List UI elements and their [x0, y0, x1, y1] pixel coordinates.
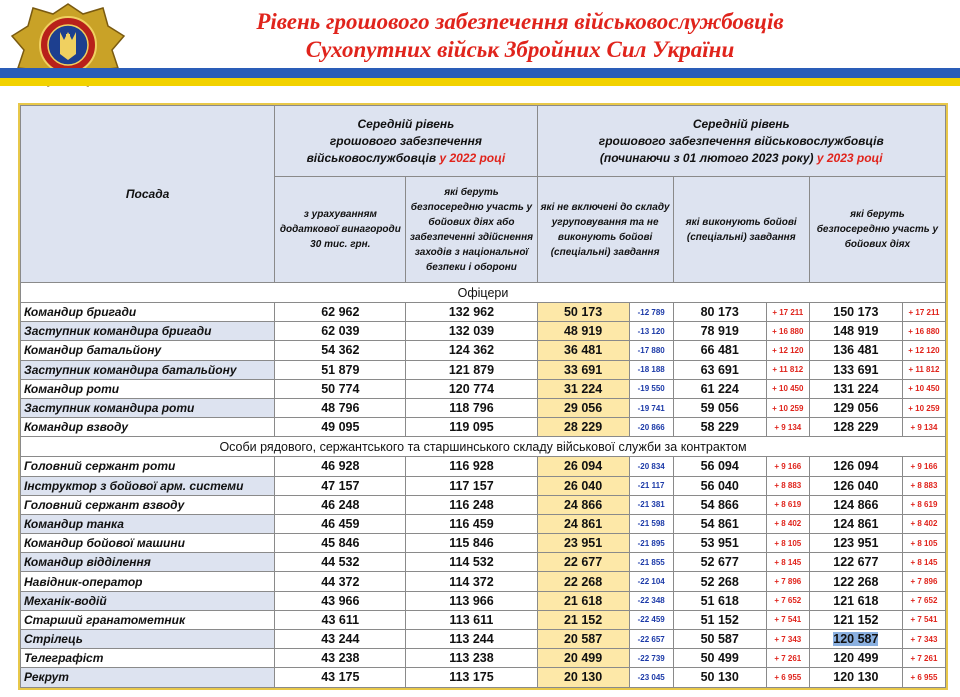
- table-row: [21, 572, 946, 591]
- diff-2023-combat-tasks: + 11 812: [766, 360, 809, 379]
- header-position: Посада: [21, 106, 275, 283]
- diff-2023-direct-combat: + 17 211: [902, 303, 945, 322]
- table-row: [21, 341, 946, 360]
- diff-2023-direct-combat: + 9 166: [902, 457, 945, 476]
- flag-stripe-yellow: [0, 78, 960, 86]
- header-2023-line3-text: (починаючи з 01 лютого 2023 року): [599, 150, 814, 165]
- value-2022-bonus: 46 459: [275, 514, 406, 533]
- diff-2023-direct-combat: + 6 955: [902, 668, 945, 687]
- header-2022-combat: які беруть безпосередню участь у бойових діях або забезпеченні здійснення заходів з національної безпеки і оборони: [406, 177, 537, 283]
- header-2023-line1: Середній рівень: [692, 116, 790, 131]
- value-2022-combat: 113 244: [406, 630, 537, 649]
- value-2023-not-included: 21 152: [537, 610, 629, 629]
- value-2023-not-included: 26 094: [537, 457, 629, 476]
- value-2023-not-included: 20 587: [537, 630, 629, 649]
- header-2023-combat-tasks: які виконують бойові (спеціальні) завдання: [673, 177, 809, 283]
- diff-2023-combat-tasks: + 8 402: [766, 514, 809, 533]
- value-2023-direct-combat: 124 866: [809, 495, 902, 514]
- section-ncos: Особи рядового, сержантського та старшинського складу військової служби за контрактом: [21, 437, 946, 457]
- diff-2023-direct-combat: + 10 259: [902, 398, 945, 417]
- table-row: [21, 303, 946, 322]
- diff-2023-direct-combat: + 7 652: [902, 591, 945, 610]
- value-2022-combat: 119 095: [406, 418, 537, 437]
- diff-2023-not-included: -22 104: [629, 572, 673, 591]
- value-2022-combat: 113 966: [406, 591, 537, 610]
- value-2022-combat: 118 796: [406, 398, 537, 417]
- diff-2023-not-included: -22 348: [629, 591, 673, 610]
- value-2023-direct-combat: 123 951: [809, 534, 902, 553]
- value-2023-combat-tasks: 53 951: [673, 534, 766, 553]
- header-2022-line3-text: військовослужбовців: [306, 150, 437, 165]
- value-2023-combat-tasks: 50 499: [673, 649, 766, 668]
- page-title: [140, 8, 900, 64]
- header-2022-line1: Середній рівень: [357, 116, 455, 131]
- header-2023-line2: грошового забезпечення військовослужбовців: [598, 133, 884, 148]
- value-2023-combat-tasks: 51 618: [673, 591, 766, 610]
- value-2022-combat: 124 362: [406, 341, 537, 360]
- value-2022-bonus: 43 175: [275, 668, 406, 687]
- table-row: [21, 379, 946, 398]
- value-2023-combat-tasks: 61 224: [673, 379, 766, 398]
- diff-2023-not-included: -13 120: [629, 322, 673, 341]
- diff-2023-combat-tasks: + 9 134: [766, 418, 809, 437]
- position-cell: Командир батальйону: [21, 341, 275, 360]
- value-2023-combat-tasks: 56 094: [673, 457, 766, 476]
- diff-2023-combat-tasks: + 7 343: [766, 630, 809, 649]
- table-row: [21, 553, 946, 572]
- value-2023-direct-combat: 150 173: [809, 303, 902, 322]
- value-2022-combat: 116 928: [406, 457, 537, 476]
- value-2022-combat: 116 248: [406, 495, 537, 514]
- header-2022-with-bonus: з урахуванням додаткової винагороди 30 тис. грн.: [275, 177, 406, 283]
- diff-2023-direct-combat: + 8 402: [902, 514, 945, 533]
- salary-table: [18, 103, 948, 690]
- position-cell: Стрілець: [21, 630, 275, 649]
- value-2022-bonus: 50 774: [275, 379, 406, 398]
- position-cell: Командир відділення: [21, 553, 275, 572]
- diff-2023-combat-tasks: + 12 120: [766, 341, 809, 360]
- header-2023-line3: [541, 150, 942, 167]
- header-2023-direct-combat: які беруть безпосередню участь у бойових діях: [809, 177, 945, 283]
- value-2023-combat-tasks: 66 481: [673, 341, 766, 360]
- diff-2023-combat-tasks: + 7 261: [766, 649, 809, 668]
- value-2022-combat: 113 611: [406, 610, 537, 629]
- position-cell: Командир бригади: [21, 303, 275, 322]
- position-cell: Інструктор з бойової арм. системи: [21, 476, 275, 495]
- diff-2023-direct-combat: + 10 450: [902, 379, 945, 398]
- value-2023-direct-combat: 128 229: [809, 418, 902, 437]
- table-row: [21, 398, 946, 417]
- position-cell: Заступник командира бригади: [21, 322, 275, 341]
- value-2023-not-included: 36 481: [537, 341, 629, 360]
- position-cell: Головний сержант взводу: [21, 495, 275, 514]
- value-2023-combat-tasks: 80 173: [673, 303, 766, 322]
- table-row: [21, 649, 946, 668]
- diff-2023-combat-tasks: + 17 211: [766, 303, 809, 322]
- table-row: [21, 495, 946, 514]
- value-2022-bonus: 48 796: [275, 398, 406, 417]
- value-2023-not-included: 29 056: [537, 398, 629, 417]
- position-cell: Рекрут: [21, 668, 275, 687]
- value-2023-direct-combat: 126 094: [809, 457, 902, 476]
- value-2023-direct-combat: 126 040: [809, 476, 902, 495]
- header-2023-not-included: які не включені до складу угруповування та не виконують бойові (спеціальні) завдання: [537, 177, 673, 283]
- diff-2023-not-included: -21 117: [629, 476, 673, 495]
- value-2023-direct-combat: 124 861: [809, 514, 902, 533]
- value-2023-not-included: 24 866: [537, 495, 629, 514]
- table-row: [21, 514, 946, 533]
- value-2023-not-included: 22 268: [537, 572, 629, 591]
- value-2022-bonus: 44 532: [275, 553, 406, 572]
- value-2022-combat: 120 774: [406, 379, 537, 398]
- value-2022-combat: 113 238: [406, 649, 537, 668]
- value-2022-combat: 117 157: [406, 476, 537, 495]
- diff-2023-not-included: -21 855: [629, 553, 673, 572]
- value-2022-combat: 116 459: [406, 514, 537, 533]
- value-2023-direct-combat: 120 130: [809, 668, 902, 687]
- diff-2023-not-included: -21 381: [629, 495, 673, 514]
- header-2023: [537, 106, 945, 177]
- diff-2023-combat-tasks: + 10 450: [766, 379, 809, 398]
- value-2023-combat-tasks: 56 040: [673, 476, 766, 495]
- diff-2023-direct-combat: + 11 812: [902, 360, 945, 379]
- value-2023-combat-tasks: 52 677: [673, 553, 766, 572]
- value-2023-direct-combat: 136 481: [809, 341, 902, 360]
- value-2023-combat-tasks: 54 861: [673, 514, 766, 533]
- value-2023-not-included: 22 677: [537, 553, 629, 572]
- value-2023-combat-tasks: 50 587: [673, 630, 766, 649]
- value-2023-not-included: 20 130: [537, 668, 629, 687]
- position-cell: Командир взводу: [21, 418, 275, 437]
- position-cell: Командир бойової машини: [21, 534, 275, 553]
- value-2022-combat: 113 175: [406, 668, 537, 687]
- value-2022-bonus: 46 928: [275, 457, 406, 476]
- section-officers: Офіцери: [21, 283, 946, 303]
- diff-2023-direct-combat: + 7 343: [902, 630, 945, 649]
- position-cell: Навідник-оператор: [21, 572, 275, 591]
- diff-2023-combat-tasks: + 9 166: [766, 457, 809, 476]
- table-row: [21, 668, 946, 687]
- diff-2023-combat-tasks: + 8 883: [766, 476, 809, 495]
- table-row: [21, 360, 946, 379]
- diff-2023-direct-combat: + 8 145: [902, 553, 945, 572]
- title-line-1: Рівень грошового забезпечення військовослужбовців: [256, 9, 784, 34]
- diff-2023-not-included: -20 834: [629, 457, 673, 476]
- value-2023-combat-tasks: 51 152: [673, 610, 766, 629]
- diff-2023-direct-combat: + 12 120: [902, 341, 945, 360]
- value-2023-not-included: 24 861: [537, 514, 629, 533]
- header-2022-line3: [278, 150, 533, 167]
- diff-2023-not-included: -22 657: [629, 630, 673, 649]
- value-2022-combat: 115 846: [406, 534, 537, 553]
- diff-2023-combat-tasks: + 8 619: [766, 495, 809, 514]
- position-cell: Заступник командира роти: [21, 398, 275, 417]
- table-row: [21, 476, 946, 495]
- value-2022-bonus: 62 039: [275, 322, 406, 341]
- value-2023-not-included: 26 040: [537, 476, 629, 495]
- diff-2023-direct-combat: + 7 896: [902, 572, 945, 591]
- value-2022-bonus: 51 879: [275, 360, 406, 379]
- position-cell: Механік-водій: [21, 591, 275, 610]
- diff-2023-not-included: -20 866: [629, 418, 673, 437]
- diff-2023-direct-combat: + 9 134: [902, 418, 945, 437]
- value-2023-not-included: 31 224: [537, 379, 629, 398]
- header-2022: [275, 106, 537, 177]
- value-2023-not-included: 21 618: [537, 591, 629, 610]
- value-2023-direct-combat: 129 056: [809, 398, 902, 417]
- value-2023-direct-combat: 131 224: [809, 379, 902, 398]
- value-2022-bonus: 43 966: [275, 591, 406, 610]
- diff-2023-combat-tasks: + 6 955: [766, 668, 809, 687]
- diff-2023-not-included: -18 188: [629, 360, 673, 379]
- header-2023-year: у 2023 році: [816, 150, 883, 165]
- flag-stripe-blue: [0, 68, 960, 78]
- diff-2023-direct-combat: + 8 619: [902, 495, 945, 514]
- table-row: [21, 630, 946, 649]
- diff-2023-combat-tasks: + 7 652: [766, 591, 809, 610]
- position-cell: Телеграфіст: [21, 649, 275, 668]
- diff-2023-not-included: -22 739: [629, 649, 673, 668]
- value-2022-bonus: 43 244: [275, 630, 406, 649]
- header-2022-line2: грошового забезпечення: [329, 133, 482, 148]
- value-2023-combat-tasks: 63 691: [673, 360, 766, 379]
- value-2023-not-included: 33 691: [537, 360, 629, 379]
- table-row: [21, 418, 946, 437]
- value-2023-combat-tasks: 52 268: [673, 572, 766, 591]
- value-2023-direct-combat: 122 268: [809, 572, 902, 591]
- position-cell: Заступник командира батальйону: [21, 360, 275, 379]
- value-2023-combat-tasks: 54 866: [673, 495, 766, 514]
- table-row: [21, 610, 946, 629]
- value-2023-direct-combat: 121 152: [809, 610, 902, 629]
- diff-2023-not-included: -19 741: [629, 398, 673, 417]
- value-2022-combat: 114 372: [406, 572, 537, 591]
- value-2022-bonus: 62 962: [275, 303, 406, 322]
- value-2022-bonus: 49 095: [275, 418, 406, 437]
- header-2022-year: у 2022 році: [439, 150, 506, 165]
- diff-2023-direct-combat: + 8 105: [902, 534, 945, 553]
- diff-2023-not-included: -17 880: [629, 341, 673, 360]
- diff-2023-not-included: -22 459: [629, 610, 673, 629]
- value-2023-combat-tasks: 50 130: [673, 668, 766, 687]
- value-2023-not-included: 23 951: [537, 534, 629, 553]
- value-2023-not-included: 28 229: [537, 418, 629, 437]
- value-2022-combat: 132 962: [406, 303, 537, 322]
- value-2023-combat-tasks: 58 229: [673, 418, 766, 437]
- value-2023-not-included: 50 173: [537, 303, 629, 322]
- diff-2023-direct-combat: + 8 883: [902, 476, 945, 495]
- header: [0, 0, 960, 88]
- value-2023-direct-combat: 120 499: [809, 649, 902, 668]
- diff-2023-direct-combat: + 16 880: [902, 322, 945, 341]
- position-cell: Командир танка: [21, 514, 275, 533]
- position-cell: Старший гранатометник: [21, 610, 275, 629]
- value-2022-combat: 132 039: [406, 322, 537, 341]
- title-line-2: Сухопутних військ Збройних Сил України: [305, 37, 735, 62]
- position-cell: Головний сержант роти: [21, 457, 275, 476]
- diff-2023-not-included: -12 789: [629, 303, 673, 322]
- diff-2023-not-included: -21 598: [629, 514, 673, 533]
- diff-2023-not-included: -23 045: [629, 668, 673, 687]
- value-2023-not-included: 20 499: [537, 649, 629, 668]
- value-2023-combat-tasks: 78 919: [673, 322, 766, 341]
- table-row: [21, 591, 946, 610]
- value-2022-bonus: 54 362: [275, 341, 406, 360]
- diff-2023-direct-combat: + 7 261: [902, 649, 945, 668]
- value-2022-bonus: 43 611: [275, 610, 406, 629]
- officers-rows: [21, 283, 946, 437]
- value-2022-bonus: 45 846: [275, 534, 406, 553]
- value-2022-combat: 114 532: [406, 553, 537, 572]
- diff-2023-combat-tasks: + 7 896: [766, 572, 809, 591]
- value-2022-combat: 121 879: [406, 360, 537, 379]
- diff-2023-not-included: -21 895: [629, 534, 673, 553]
- value-2023-not-included: 48 919: [537, 322, 629, 341]
- value-2023-direct-combat: [809, 630, 902, 649]
- table-row: [21, 457, 946, 476]
- value-2022-bonus: 47 157: [275, 476, 406, 495]
- diff-2023-combat-tasks: + 16 880: [766, 322, 809, 341]
- position-cell: Командир роти: [21, 379, 275, 398]
- diff-2023-combat-tasks: + 8 105: [766, 534, 809, 553]
- value-2023-direct-combat: 133 691: [809, 360, 902, 379]
- value-2022-bonus: 44 372: [275, 572, 406, 591]
- table-row: [21, 534, 946, 553]
- value-2022-bonus: 46 248: [275, 495, 406, 514]
- value-2023-combat-tasks: 59 056: [673, 398, 766, 417]
- value-2022-bonus: 43 238: [275, 649, 406, 668]
- table-row: [21, 322, 946, 341]
- value-2023-direct-combat: 122 677: [809, 553, 902, 572]
- highlighted-value: 120 587: [833, 632, 879, 647]
- diff-2023-combat-tasks: + 7 541: [766, 610, 809, 629]
- diff-2023-combat-tasks: + 10 259: [766, 398, 809, 417]
- diff-2023-not-included: -19 550: [629, 379, 673, 398]
- value-2023-direct-combat: 121 618: [809, 591, 902, 610]
- value-2023-direct-combat: 148 919: [809, 322, 902, 341]
- diff-2023-combat-tasks: + 8 145: [766, 553, 809, 572]
- nco-rows: [21, 437, 946, 687]
- diff-2023-direct-combat: + 7 541: [902, 610, 945, 629]
